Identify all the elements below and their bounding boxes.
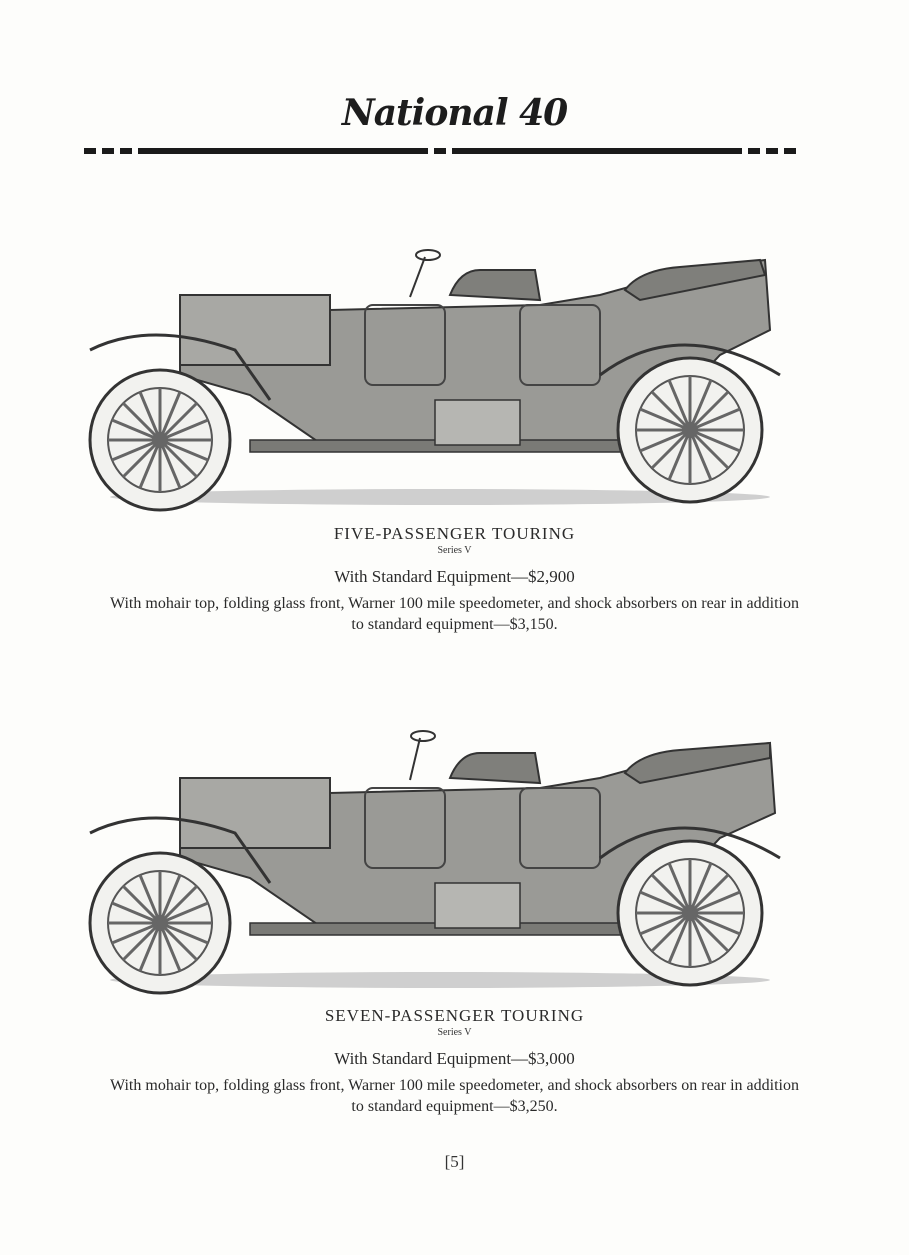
header-rule <box>84 147 802 155</box>
car-options-description: With mohair top, folding glass front, Warner 100 mile speedometer, and shock absorbers on rear in addition to standard equipment—$3,250. <box>110 1077 799 1115</box>
car-standard-price: With Standard Equipment—$3,000 <box>334 1049 575 1068</box>
car-options-description: With mohair top, folding glass front, Warner 100 mile speedometer, and shock absorbers on rear in addition to standard equipment—$3,150. <box>110 595 799 633</box>
five-passenger-car-illustration <box>80 235 810 525</box>
seven-passenger-car-illustration <box>80 718 810 1008</box>
page-number: [5] <box>444 1152 465 1171</box>
car-series-label: Series V <box>437 1027 472 1038</box>
brand-logo: National 40 <box>341 92 568 134</box>
car-series-label: Series V <box>437 545 472 556</box>
car-model-title: SEVEN-PASSENGER TOURING <box>324 1006 585 1025</box>
car-standard-price: With Standard Equipment—$2,900 <box>334 567 575 586</box>
car-model-title: FIVE-PASSENGER TOURING <box>333 524 576 543</box>
